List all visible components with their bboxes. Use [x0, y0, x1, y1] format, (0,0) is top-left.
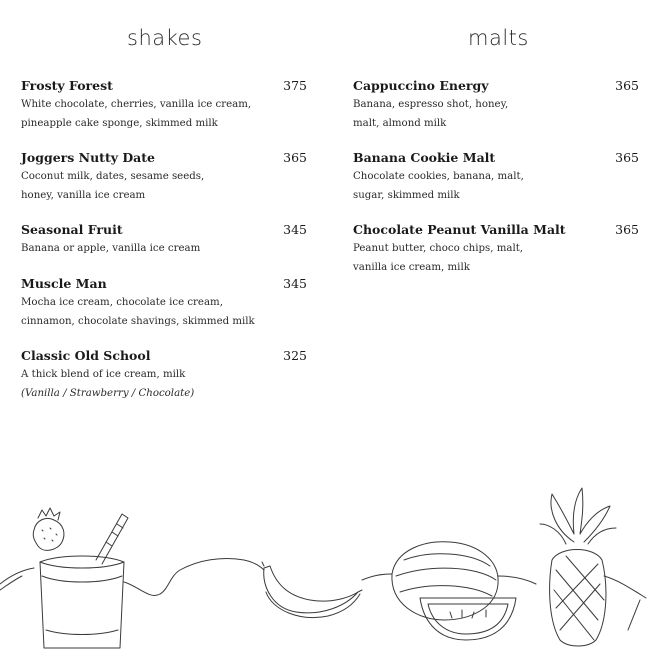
item-price: 365 [615, 222, 639, 237]
item-name: Banana Cookie Malt [353, 150, 496, 165]
item-description [353, 239, 639, 277]
item-description [353, 167, 639, 205]
item-price: 365 [615, 150, 639, 165]
menu-item-frosty-forest [21, 78, 307, 150]
milkshake-glass-icon [40, 556, 124, 648]
item-description [21, 167, 307, 205]
item-description [21, 365, 307, 384]
menu-item-seasonal-fruit [21, 222, 307, 276]
item-price: 365 [615, 78, 639, 93]
description-line: cinnamon, chocolate shavings, skimmed milk [21, 316, 255, 327]
menu-item-joggers-nutty-date [21, 150, 307, 222]
description-line: Mocha ice cream, chocolate ice cream, [21, 297, 223, 308]
watermelon-icon [392, 542, 498, 620]
item-name: Cappuccino Energy [353, 78, 489, 93]
item-price: 365 [283, 150, 307, 165]
menu-item-classic-old-school [21, 348, 307, 420]
item-price: 345 [283, 276, 307, 291]
pineapple-icon [540, 488, 616, 646]
description-line: Chocolate cookies, banana, malt, [353, 171, 524, 182]
item-description [353, 95, 639, 133]
watermelon-slice-icon [420, 598, 516, 640]
description-line: sugar, skimmed milk [353, 190, 460, 201]
item-description [21, 239, 307, 258]
item-price: 345 [283, 222, 307, 237]
strawberry-icon [33, 508, 64, 550]
item-name: Frosty Forest [21, 78, 113, 93]
description-line: White chocolate, cherries, vanilla ice cream, [21, 99, 252, 110]
shakes-section-title: shakes [127, 26, 203, 50]
fruit-line-art [0, 480, 650, 650]
description-line: honey, vanilla ice cream [21, 190, 146, 201]
description-line: Peanut butter, choco chips, malt, [353, 243, 524, 254]
continuous-line-connector [0, 558, 646, 598]
shakes-menu-list [21, 78, 307, 420]
description-line: Banana or apple, vanilla ice cream [21, 243, 201, 254]
menu-item-chocolate-peanut-vanilla-malt [353, 222, 639, 294]
item-description [21, 95, 307, 133]
item-name: Classic Old School [21, 348, 151, 363]
item-name: Muscle Man [21, 276, 107, 291]
malts-menu-list [353, 78, 639, 294]
item-price: 375 [283, 78, 307, 93]
item-name: Joggers Nutty Date [21, 150, 156, 165]
description-line: Coconut milk, dates, sesame seeds, [21, 171, 205, 182]
menu-item-muscle-man [21, 276, 307, 348]
item-name: Seasonal Fruit [21, 222, 123, 237]
menu-item-banana-cookie-malt [353, 150, 639, 222]
malts-section-title: malts [468, 26, 529, 50]
description-line: A thick blend of ice cream, milk [21, 369, 186, 380]
description-line: pineapple cake sponge, skimmed milk [21, 118, 218, 129]
description-line: malt, almond milk [353, 118, 447, 129]
item-flavour-options: (Vanilla / Strawberry / Chocolate) [21, 388, 195, 399]
item-description [21, 293, 307, 331]
menu-item-cappuccino-energy [353, 78, 639, 150]
item-name: Chocolate Peanut Vanilla Malt [353, 222, 566, 237]
banana-icon [262, 562, 362, 618]
item-price: 325 [283, 348, 307, 363]
description-line: Banana, espresso shot, honey, [353, 99, 509, 110]
description-line: vanilla ice cream, milk [353, 262, 470, 273]
